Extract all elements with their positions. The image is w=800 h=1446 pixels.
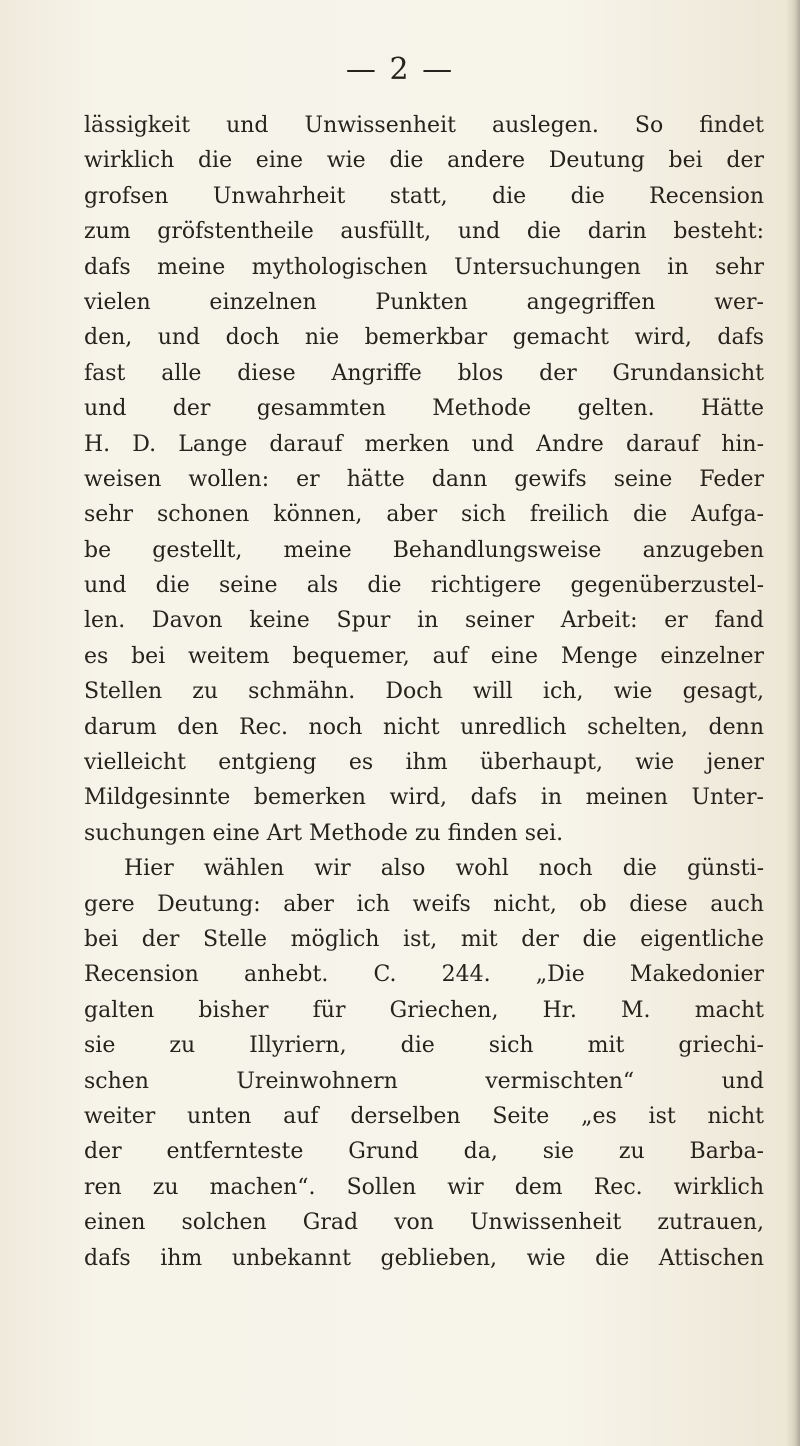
text-line-20: Mildgesinnte bemerken wird, dafs in meinen Unter- [84,785,764,811]
text-line-21: suchungen eine Art Methode zu finden sei. [84,820,564,846]
text-line-22: Hier wählen wir also wohl noch die günsti- [124,856,764,882]
text-line-5: dafs meine mythologischen Untersuchungen in sehr [84,254,764,280]
text-line-15: len. Davon keine Spur in seiner Arbeit: er fand [84,608,764,634]
text-line-29: weiter unten auf derselben Seite „es ist nicht [84,1103,764,1129]
text-line-26: galten bisher für Griechen, Hr. M. macht [84,997,764,1023]
text-line-27: sie zu Illyriern, die sich mit griechi- [84,1033,764,1059]
text-line-13: be gestellt, meine Behandlungsweise anzugeben [84,537,764,563]
page-number-header: — 2 — [345,52,455,87]
page-edge-shadow [786,0,800,1446]
text-line-23: gere Deutung: aber ich weifs nicht, ob diese auch [84,891,764,917]
text-line-14: und die seine als die richtigere gegenüberzustel- [84,573,764,599]
text-line-11: weisen wollen: er hätte dann gewifs seine Feder [84,466,764,492]
text-line-3: grofsen Unwahrheit statt, die die Recension [84,183,764,209]
body-text [84,108,764,1276]
text-line-33: dafs ihm unbekannt geblieben, wie die Attischen [84,1245,764,1271]
text-line-2: wirklich die eine wie die andere Deutung bei der [84,148,764,174]
text-line-8: fast alle diese Angriffe blos der Grundansicht [84,360,764,386]
text-line-24: bei der Stelle möglich ist, mit der die eigentliche [84,926,764,952]
text-line-32: einen solchen Grad von Unwissenheit zutrauen, [84,1210,764,1236]
text-line-12: sehr schonen können, aber sich freilich die Aufga- [84,502,764,528]
text-line-17: Stellen zu schmähn. Doch will ich, wie gesagt, [84,679,764,705]
text-line-10: H. D. Lange darauf merken und Andre darauf hin- [84,431,764,457]
text-line-6: vielen einzelnen Punkten angegriffen wer- [84,289,764,315]
text-line-31: ren zu machen“. Sollen wir dem Rec. wirklich [84,1174,764,1200]
text-line-28: schen Ureinwohnern vermischten“ und [84,1068,764,1094]
text-line-4: zum gröfstentheile ausfüllt, und die darin besteht: [84,219,764,245]
text-line-9: und der gesammten Methode gelten. Hätte [84,396,764,422]
text-line-30: der entfernteste Grund da, sie zu Barba- [84,1139,764,1165]
text-line-19: vielleicht entgieng es ihm überhaupt, wie jener [84,750,764,776]
text-line-7: den, und doch nie bemerkbar gemacht wird, dafs [84,325,764,351]
text-line-16: es bei weitem bequemer, auf eine Menge einzelner [84,643,764,669]
text-line-1: lässigkeit und Unwissenheit auslegen. So findet [84,113,764,138]
text-line-18: darum den Rec. noch nicht unredlich schelten, denn [84,714,764,740]
text-line-25: Recension anhebt. C. 244. „Die Makedonier [84,962,764,988]
